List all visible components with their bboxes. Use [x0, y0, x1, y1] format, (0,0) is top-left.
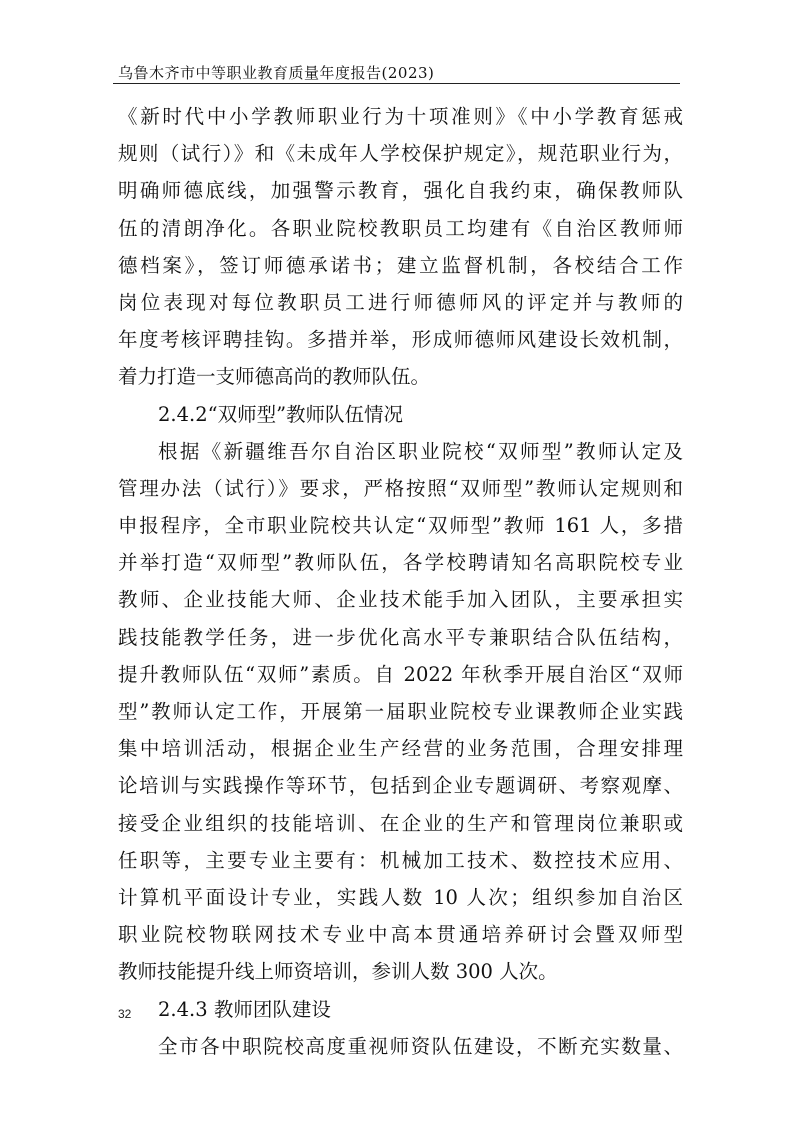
text-line: 教师技能提升线上师资培训，参训人数 300 人次。 — [118, 960, 558, 984]
section-heading-2-4-3: 2.4.3 教师团队建设 — [158, 997, 331, 1021]
text-line: 计算机平面设计专业，实践人数 10 人次；组织参加自治区 — [118, 885, 683, 909]
page-body — [118, 98, 683, 1065]
text-line: 规则（试行）》和《未成年人学校保护规定》，规范职业行为， — [118, 142, 683, 166]
text-line: 论培训与实践操作等环节，包括到企业专题调研、考察观摩、 — [118, 774, 683, 798]
text-line: 任职等，主要专业主要有：机械加工技术、数控技术应用、 — [118, 848, 683, 872]
paragraph-ethics — [118, 98, 683, 396]
text-line: 践技能教学任务，进一步优化高水平专兼职结合队伍结构， — [118, 625, 683, 649]
text-line: 岗位表现对每位教职员工进行师德师风的评定并与教师的 — [118, 290, 683, 314]
text-line: 全市各中职院校高度重视师资队伍建设，不断充实数量、 — [158, 1034, 683, 1058]
text-line: 伍的清朗净化。各职业院校教职员工均建有《自治区教师师 — [118, 216, 683, 240]
paragraph-dual-qualified-teachers — [118, 433, 683, 991]
section-heading-2-4-2: 2.4.2“双师型”教师队伍情况 — [158, 402, 404, 426]
header-divider — [113, 83, 680, 84]
paragraph-team-building — [118, 1028, 683, 1065]
text-line: 管理办法（试行）》要求，严格按照“双师型”教师认定规则和 — [118, 476, 683, 500]
text-line: 提升教师队伍“双师”素质。自 2022 年秋季开展自治区“双师 — [118, 662, 683, 686]
text-line: 《新时代中小学教师职业行为十项准则》《中小学教育惩戒 — [118, 105, 683, 128]
text-line: 根据《新疆维吾尔自治区职业院校“双师型”教师认定及 — [158, 439, 683, 463]
text-line: 职业院校物联网技术专业中高本贯通培养研讨会暨双师型 — [118, 923, 683, 947]
text-line: 教师、企业技能大师、企业技术能手加入团队，主要承担实 — [118, 588, 683, 612]
running-header: 乌鲁木齐市中等职业教育质量年度报告(2023) — [118, 64, 435, 82]
text-line: 申报程序，全市职业院校共认定“双师型”教师 161 人，多措 — [118, 514, 683, 538]
text-line: 集中培训活动，根据企业生产经营的业务范围，合理安排理 — [118, 737, 683, 761]
text-line: 着力打造一支师德高尚的教师队伍。 — [118, 365, 431, 389]
text-line: 接受企业组织的技能培训、在企业的生产和管理岗位兼职或 — [118, 811, 683, 835]
text-line: 明确师德底线，加强警示教育，强化自我约束，确保教师队 — [118, 179, 683, 203]
text-line: 年度考核评聘挂钩。多措并举，形成师德师风建设长效机制， — [118, 328, 683, 352]
text-line: 型”教师认定工作，开展第一届职业院校专业课教师企业实践 — [118, 700, 683, 723]
text-line: 德档案》，签订师德承诺书；建立监督机制，各校结合工作 — [118, 253, 683, 277]
text-line: 并举打造“双师型”教师队伍，各学校聘请知名高职院校专业 — [118, 551, 683, 575]
page-number: 32 — [118, 1007, 132, 1021]
